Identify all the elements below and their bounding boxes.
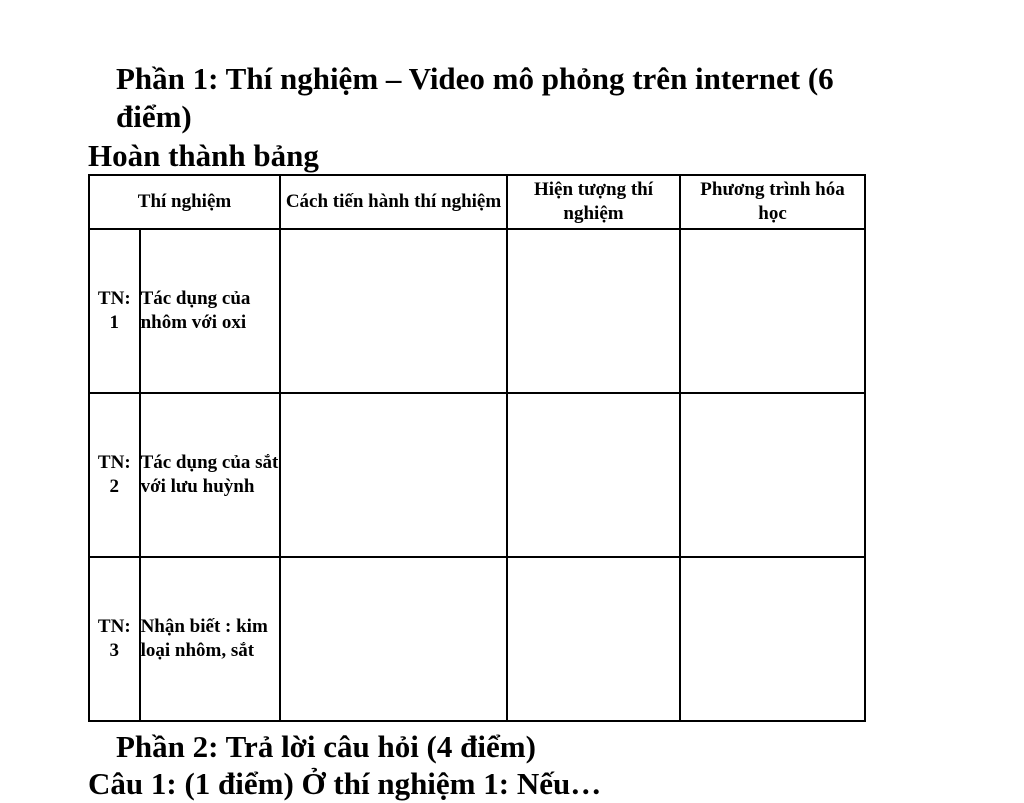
experiment-id-cell bbox=[89, 557, 140, 721]
header-experiment: Thí nghiệm bbox=[89, 175, 280, 229]
experiment-id-cell bbox=[89, 229, 140, 393]
method-answer-cell[interactable] bbox=[280, 393, 507, 557]
experiment-id-prefix: TN: bbox=[97, 288, 131, 309]
table-row bbox=[89, 393, 865, 557]
method-answer-cell[interactable] bbox=[280, 229, 507, 393]
part2-title: Phần 2: Trả lời câu hỏi (4 điểm) bbox=[116, 729, 536, 764]
header-equation: Phương trình hóa học bbox=[680, 175, 865, 229]
phenomenon-answer-cell[interactable] bbox=[507, 557, 680, 721]
experiment-id-prefix: TN: bbox=[97, 452, 131, 473]
question-1-line: Câu 1: (1 điểm) Ở thí nghiệm 1: Nếu… bbox=[88, 766, 602, 801]
experiment-id-number: 3 bbox=[109, 640, 120, 661]
table-header-row bbox=[89, 175, 865, 229]
experiment-id-cell bbox=[89, 393, 140, 557]
experiment-name-cell: Tác dụng của sắt với lưu huỳnh bbox=[140, 393, 280, 557]
table-row bbox=[89, 229, 865, 393]
part1-title: Phần 1: Thí nghiệm – Video mô phỏng trên internet (6 điểm) bbox=[116, 61, 834, 134]
experiment-id-number: 1 bbox=[109, 312, 120, 333]
method-answer-cell[interactable] bbox=[280, 557, 507, 721]
header-phenomenon: Hiện tượng thí nghiệm bbox=[507, 175, 680, 229]
phenomenon-answer-cell[interactable] bbox=[507, 229, 680, 393]
phenomenon-answer-cell[interactable] bbox=[507, 393, 680, 557]
experiment-table bbox=[88, 174, 866, 722]
experiment-id-prefix: TN: bbox=[97, 616, 131, 637]
equation-answer-cell[interactable] bbox=[680, 229, 865, 393]
table-instruction: Hoàn thành bảng bbox=[88, 138, 319, 173]
experiment-id-number: 2 bbox=[109, 476, 120, 497]
equation-answer-cell[interactable] bbox=[680, 557, 865, 721]
experiment-name-cell: Nhận biết : kim loại nhôm, sắt bbox=[140, 557, 280, 721]
header-method: Cách tiến hành thí nghiệm bbox=[280, 175, 507, 229]
table-row bbox=[89, 557, 865, 721]
experiment-name-cell: Tác dụng của nhôm với oxi bbox=[140, 229, 280, 393]
equation-answer-cell[interactable] bbox=[680, 393, 865, 557]
